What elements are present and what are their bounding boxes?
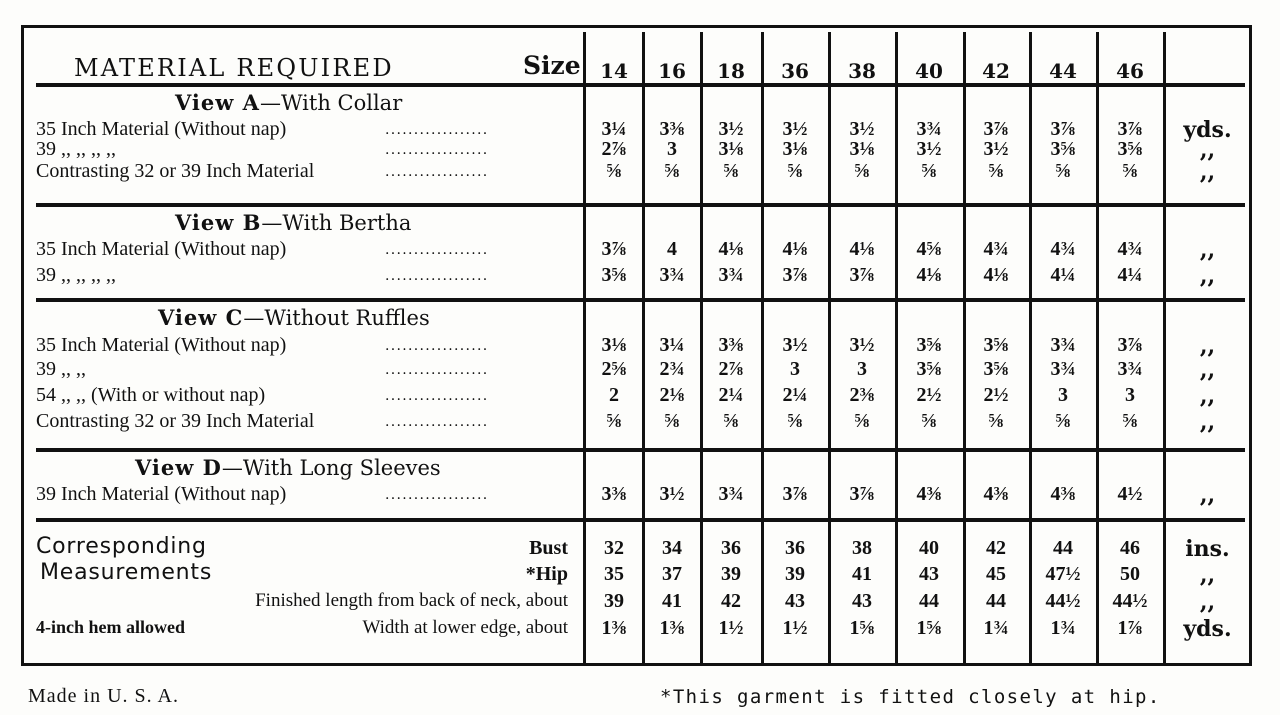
material-cell: 2½ (983, 384, 1009, 406)
hem-note: 4-inch hem allowed (36, 617, 186, 637)
view-name: View C (158, 305, 244, 330)
measurement-cell: 45 (986, 563, 1006, 585)
unit-label: ,, (1199, 357, 1216, 383)
size-label: Size (523, 51, 581, 80)
material-cell: ⅝ (664, 410, 680, 432)
material-cell: 3¾ (659, 264, 685, 286)
material-cell: ⅝ (921, 160, 937, 182)
measurement-cell: 39 (721, 563, 741, 585)
material-cell: 4⅜ (916, 483, 942, 505)
material-cell: 3⅝ (1050, 138, 1076, 160)
material-cell: 3¾ (916, 118, 942, 140)
unit-label: ins. (1185, 536, 1230, 562)
material-cell: 3 (1058, 384, 1068, 406)
view-heading (135, 457, 441, 479)
measurement-cell: 41 (662, 590, 682, 612)
measurement-cell: 44 (1053, 537, 1073, 559)
view-caption: —With Collar (259, 91, 403, 115)
material-cell: 4⅜ (983, 483, 1009, 505)
unit-label: yds. (1183, 616, 1232, 642)
measurement-cell: 1⅜ (659, 617, 685, 639)
material-cell: ⅝ (988, 160, 1004, 182)
size-header-cell: 16 (658, 59, 686, 83)
measurement-cell: 1⅞ (1117, 617, 1143, 639)
measurement-cell: 44½ (1112, 590, 1148, 612)
measurement-cell: 34 (662, 537, 682, 559)
leader-dots: .................. (385, 242, 489, 258)
material-cell: 3¼ (601, 118, 627, 140)
material-cell: 3½ (782, 334, 808, 356)
material-cell: 3⅞ (1050, 118, 1076, 140)
material-cell: 3¾ (718, 264, 744, 286)
measurement-cell: 42 (986, 537, 1006, 559)
material-cell: 3⅝ (601, 264, 627, 286)
material-cell: ⅝ (1122, 160, 1138, 182)
size-header-cell: 14 (600, 59, 628, 83)
view-caption: —With Long Sleeves (221, 456, 441, 480)
measurement-cell: 44 (919, 590, 939, 612)
material-cell: 3½ (849, 334, 875, 356)
view-caption: —Without Ruffles (243, 306, 430, 330)
material-cell: ⅝ (921, 410, 937, 432)
material-cell: 3⅛ (718, 138, 744, 160)
row-label: 39 ,, ,, ,, ,, (36, 138, 116, 160)
material-cell: 3 (857, 358, 867, 380)
material-cell: 3 (790, 358, 800, 380)
material-cell: 4⅜ (1050, 483, 1076, 505)
material-cell: 2¼ (718, 384, 744, 406)
size-header-cell: 44 (1049, 59, 1077, 83)
measurement-cell: 1½ (782, 617, 808, 639)
size-header-cell: 46 (1116, 59, 1144, 83)
material-cell: 2⅝ (601, 358, 627, 380)
view-name: View A (175, 90, 260, 115)
measurement-cell: 36 (785, 537, 805, 559)
unit-label: ,, (1199, 237, 1216, 263)
leader-dots: .................. (385, 487, 489, 503)
measurement-cell: 43 (785, 590, 805, 612)
unit-label: yds. (1183, 117, 1232, 143)
row-label: 35 Inch Material (Without nap) (36, 238, 287, 260)
material-cell: 3⅞ (782, 483, 808, 505)
material-cell: ⅝ (854, 160, 870, 182)
unit-label: ,, (1199, 159, 1216, 185)
material-cell: 3¼ (659, 334, 685, 356)
measurement-cell: 1½ (718, 617, 744, 639)
material-cell: 3⅞ (849, 483, 875, 505)
material-cell: 4 (667, 238, 677, 260)
material-cell: 3¾ (1117, 358, 1143, 380)
leader-dots: .................. (385, 362, 489, 378)
material-cell: 2⅞ (601, 138, 627, 160)
measurement-cell: 50 (1120, 563, 1140, 585)
measurement-cell: 42 (721, 590, 741, 612)
material-cell: 3⅜ (601, 483, 627, 505)
material-cell: 3⅛ (601, 334, 627, 356)
measurement-cell: 37 (662, 563, 682, 585)
material-cell: 4¾ (1117, 238, 1143, 260)
material-cell: 3½ (782, 118, 808, 140)
material-cell: 3⅞ (1117, 334, 1143, 356)
material-cell: 3½ (659, 483, 685, 505)
material-cell: 3⅝ (916, 358, 942, 380)
size-header-cell: 36 (781, 59, 809, 83)
material-cell: ⅝ (854, 410, 870, 432)
leader-dots: .................. (385, 414, 489, 430)
measurement-cell: 47½ (1045, 563, 1081, 585)
leader-dots: .................. (385, 122, 489, 138)
unit-label: ,, (1199, 562, 1216, 588)
size-header-cell: 18 (717, 59, 745, 83)
measurements-heading-2: Measurements (40, 560, 213, 585)
row-label: 39 ,, ,, (36, 358, 86, 380)
material-cell: 4⅛ (916, 264, 942, 286)
measurement-cell: 1¾ (983, 617, 1009, 639)
material-cell: 3¾ (718, 483, 744, 505)
made-in-label: Made in U. S. A. (28, 685, 179, 707)
measurement-cell: 43 (919, 563, 939, 585)
material-cell: 2¼ (782, 384, 808, 406)
measurement-cell: 44 (986, 590, 1006, 612)
unit-label: ,, (1199, 409, 1216, 435)
material-cell: 4⅛ (782, 238, 808, 260)
material-cell: 4½ (1117, 483, 1143, 505)
unit-label: ,, (1199, 589, 1216, 615)
row-label: Contrasting 32 or 39 Inch Material (36, 160, 315, 182)
material-cell: 3½ (983, 138, 1009, 160)
material-cell: 4⅛ (849, 238, 875, 260)
measurement-cell: 1⅝ (849, 617, 875, 639)
material-cell: ⅝ (723, 160, 739, 182)
material-cell: 3½ (718, 118, 744, 140)
measurement-cell: 1⅝ (916, 617, 942, 639)
material-cell: 2½ (916, 384, 942, 406)
measurement-label: Finished length from back of neck, about (255, 590, 568, 611)
measurement-cell: 39 (604, 590, 624, 612)
material-cell: 3⅛ (849, 138, 875, 160)
material-cell: ⅝ (787, 160, 803, 182)
row-label: 39 ,, ,, ,, ,, (36, 264, 116, 286)
size-header-cell: 38 (848, 59, 876, 83)
material-cell: 4⅛ (983, 264, 1009, 286)
material-cell: 3⅝ (916, 334, 942, 356)
leader-dots: .................. (385, 164, 489, 180)
measurement-cell: 35 (604, 563, 624, 585)
measurement-label: Bust (529, 537, 568, 559)
measurement-cell: 1⅜ (601, 617, 627, 639)
measurement-cell: 32 (604, 537, 624, 559)
material-cell: 3 (1125, 384, 1135, 406)
measurement-cell: 40 (919, 537, 939, 559)
view-caption: —With Bertha (261, 211, 412, 235)
material-cell: 2⅛ (659, 384, 685, 406)
material-cell: 3⅜ (718, 334, 744, 356)
view-heading (158, 307, 430, 329)
material-cell: 2 (609, 384, 619, 406)
material-cell: 3⅝ (983, 334, 1009, 356)
material-cell: 3⅝ (983, 358, 1009, 380)
measurement-cell: 39 (785, 563, 805, 585)
size-header-cell: 42 (982, 59, 1010, 83)
view-heading (175, 212, 411, 234)
measurement-label: Width at lower edge, about (362, 617, 568, 638)
material-cell: 3⅞ (1117, 118, 1143, 140)
material-cell: 4¾ (983, 238, 1009, 260)
measurement-cell: 36 (721, 537, 741, 559)
material-cell: 3⅞ (782, 264, 808, 286)
view-name: View B (175, 210, 262, 235)
unit-label: ,, (1199, 482, 1216, 508)
material-cell: 3⅝ (1117, 138, 1143, 160)
view-name: View D (135, 455, 222, 480)
table-title: MATERIAL REQUIRED (74, 54, 394, 82)
material-cell: 3¾ (1050, 358, 1076, 380)
unit-label: ,, (1199, 383, 1216, 409)
material-cell: ⅝ (988, 410, 1004, 432)
measurement-cell: 1¾ (1050, 617, 1076, 639)
material-cell: 3½ (849, 118, 875, 140)
material-cell: ⅝ (1055, 160, 1071, 182)
material-cell: 3½ (916, 138, 942, 160)
unit-label: ,, (1199, 333, 1216, 359)
material-cell: 4¼ (1117, 264, 1143, 286)
measurements-heading-1: Corresponding (36, 534, 207, 559)
measurement-label: *Hip (525, 563, 568, 585)
material-cell: 4¾ (1050, 238, 1076, 260)
row-label: 54 ,, ,, (With or without nap) (36, 384, 266, 406)
material-cell: ⅝ (606, 160, 622, 182)
leader-dots: .................. (385, 142, 489, 158)
row-label: 35 Inch Material (Without nap) (36, 334, 287, 356)
material-cell: 3⅛ (782, 138, 808, 160)
row-label: Contrasting 32 or 39 Inch Material (36, 410, 315, 432)
material-cell: ⅝ (787, 410, 803, 432)
material-cell: ⅝ (1055, 410, 1071, 432)
size-header-cell: 40 (915, 59, 943, 83)
material-cell: ⅝ (723, 410, 739, 432)
measurement-cell: 44½ (1045, 590, 1081, 612)
measurement-cell: 38 (852, 537, 872, 559)
material-cell: ⅝ (1122, 410, 1138, 432)
leader-dots: .................. (385, 388, 489, 404)
material-cell: 3⅞ (849, 264, 875, 286)
material-cell: 2¾ (659, 358, 685, 380)
material-cell: 3⅞ (601, 238, 627, 260)
row-label: 39 Inch Material (Without nap) (36, 483, 287, 505)
measurement-cell: 43 (852, 590, 872, 612)
material-cell: 2⅜ (849, 384, 875, 406)
material-cell: 3 (667, 138, 677, 160)
unit-label: ,, (1199, 137, 1216, 163)
material-cell: 3¾ (1050, 334, 1076, 356)
material-cell: ⅝ (606, 410, 622, 432)
material-cell: ⅝ (664, 160, 680, 182)
material-cell: 3⅜ (659, 118, 685, 140)
leader-dots: .................. (385, 338, 489, 354)
hip-footnote: *This garment is fitted closely at hip. (660, 686, 1161, 708)
view-heading (175, 92, 402, 114)
measurement-cell: 46 (1120, 537, 1140, 559)
material-cell: 4⅛ (718, 238, 744, 260)
material-cell: 3⅞ (983, 118, 1009, 140)
unit-label: ,, (1199, 263, 1216, 289)
material-cell: 4⅝ (916, 238, 942, 260)
row-label: 35 Inch Material (Without nap) (36, 118, 287, 140)
leader-dots: .................. (385, 268, 489, 284)
measurement-cell: 41 (852, 563, 872, 585)
material-cell: 2⅞ (718, 358, 744, 380)
material-cell: 4¼ (1050, 264, 1076, 286)
